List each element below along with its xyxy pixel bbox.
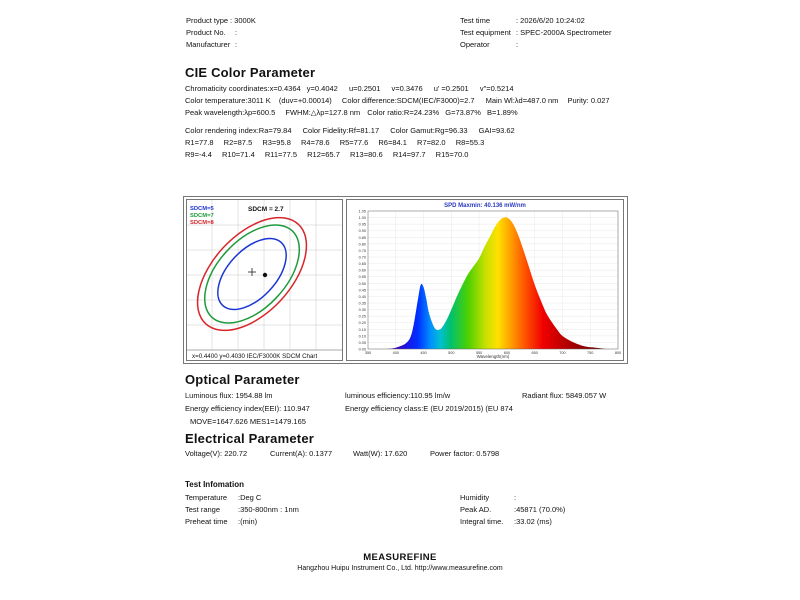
test-range-value: :350-800nm : 1nm bbox=[238, 505, 299, 514]
color-fidelity: Color Fidelity:Rf=81.17 bbox=[302, 126, 380, 135]
legend-sdcm-7: SDCM=7 bbox=[190, 213, 214, 219]
chromaticity-u-prime: u' =0.2501 bbox=[433, 84, 469, 93]
spd-y-tick-label: 0.15 bbox=[358, 327, 366, 332]
radiant-flux: Radiant flux: 5849.057 W bbox=[522, 391, 607, 400]
voltage: Voltage(V): 220.72 bbox=[185, 449, 248, 458]
fwhm: FWHM:△λp=127.8 nm bbox=[285, 108, 361, 117]
cie-section-title: CIE Color Parameter bbox=[185, 65, 316, 80]
power-factor: Power factor: 0.5798 bbox=[430, 449, 500, 458]
cie-line-5 bbox=[185, 138, 484, 148]
spd-x-tick-label: 750 bbox=[587, 351, 594, 355]
r5: R5=77.6 bbox=[339, 138, 369, 147]
color-ratio-b: B=1.89% bbox=[486, 108, 518, 117]
spd-y-tick-label: 0.40 bbox=[358, 294, 366, 299]
spd-y-tick-label: 1.05 bbox=[358, 209, 366, 214]
main-wavelength: Main Wl:λd=487.0 nm bbox=[485, 96, 559, 105]
r3: R3=95.8 bbox=[262, 138, 291, 147]
footer-company: Hangzhou Huipu Instrument Co., Ltd. http://www.measurefine.com bbox=[297, 565, 503, 572]
preheat-time-label: Preheat time bbox=[185, 517, 228, 526]
spd-title: SPD Maxmin: 40.136 mW/nm bbox=[444, 203, 526, 209]
chromaticity-x: Chromaticity coordinates:x=0.4364 bbox=[185, 84, 301, 93]
cie-line-1 bbox=[185, 84, 514, 94]
cie-line-2 bbox=[185, 96, 610, 106]
test-time-value: : 2026/6/20 10:24:02 bbox=[516, 16, 585, 25]
r9: R9=-4.4 bbox=[185, 150, 212, 159]
r11: R11=77.5 bbox=[264, 150, 298, 159]
spd-y-tick-label: 0.35 bbox=[358, 301, 366, 306]
r14: R14=97.7 bbox=[392, 150, 426, 159]
cie-line-6 bbox=[185, 150, 468, 160]
peak-ad-value: :45871 (70.0%) bbox=[514, 505, 566, 514]
chromaticity-v-prime: v"=0.5214 bbox=[479, 84, 514, 93]
r10: R10=71.4 bbox=[222, 150, 255, 159]
spd-y-tick-label: 0.55 bbox=[358, 275, 366, 280]
temperature-value: :Deg C bbox=[238, 493, 262, 502]
test-time-label: Test time bbox=[460, 16, 491, 25]
spd-x-tick-label: 400 bbox=[392, 351, 399, 355]
product-type-value: : 3000K bbox=[230, 16, 256, 25]
r6: R6=84.1 bbox=[378, 138, 407, 147]
spd-y-tick-label: 0.10 bbox=[358, 334, 366, 339]
spd-y-tick-label: 0.80 bbox=[358, 242, 366, 247]
spd-y-tick-label: 0.75 bbox=[358, 248, 366, 253]
spd-y-tick-label: 0.85 bbox=[358, 235, 366, 240]
spd-y-tick-label: 0.70 bbox=[358, 255, 366, 260]
sdcm-chart bbox=[186, 199, 343, 361]
spd-y-tick-label: 0.90 bbox=[358, 229, 366, 234]
spd-x-tick-label: 650 bbox=[531, 351, 538, 355]
spd-x-tick-label: 800 bbox=[614, 351, 622, 355]
color-ratio-r: Color ratio:R=24.23% bbox=[367, 108, 440, 117]
optical-section-title: Optical Parameter bbox=[185, 372, 300, 387]
spd-y-tick-label: 0.00 bbox=[358, 347, 366, 352]
current: Current(A): 0.1377 bbox=[270, 449, 333, 458]
spd-x-tick-label: 700 bbox=[559, 351, 566, 355]
operator-label: Operator bbox=[460, 40, 490, 49]
spd-y-tick-label: 1.00 bbox=[358, 216, 366, 221]
product-type-label: Product type bbox=[186, 16, 229, 25]
spd-x-tick-label: 500 bbox=[448, 351, 455, 355]
manufacturer-label: Manufacturer bbox=[186, 40, 231, 49]
spd-x-label: Wavelength(nm) bbox=[476, 354, 510, 359]
spd-y-tick-label: 0.50 bbox=[358, 281, 366, 286]
spd-chart bbox=[346, 199, 624, 361]
move-mes1: MOVE=1647.626 MES1=1479.165 bbox=[190, 417, 306, 426]
gai: GAI=93.62 bbox=[478, 126, 515, 135]
r13: R13=80.6 bbox=[349, 150, 383, 159]
luminous-efficiency: luminous efficiency:110.95 lm/w bbox=[345, 391, 451, 400]
spd-x-tick-label: 450 bbox=[420, 351, 427, 355]
preheat-time-value: :(min) bbox=[238, 517, 258, 526]
spd-x-tick-label: 350 bbox=[364, 351, 372, 355]
footer-brand: MEASUREFINE bbox=[363, 552, 437, 563]
r12: R12=65.7 bbox=[307, 150, 340, 159]
chromaticity-y: y=0.4042 bbox=[306, 84, 338, 93]
color-gamut: Color Gamut:Rg=96.33 bbox=[390, 126, 468, 135]
spd-y-tick-label: 0.65 bbox=[358, 262, 366, 267]
humidity-value: : bbox=[514, 493, 517, 502]
spd-y-tick-label: 0.05 bbox=[358, 340, 366, 345]
color-rendering-index: Color rendering index:Ra=79.84 bbox=[185, 126, 292, 135]
operator-value: : bbox=[516, 40, 519, 49]
spd-y-tick-label: 0.25 bbox=[358, 314, 366, 319]
r15: R15=70.0 bbox=[435, 150, 469, 159]
duv: (duv=+0.00014) bbox=[278, 96, 332, 105]
r2: R2=87.5 bbox=[223, 138, 253, 147]
spd-y-tick-label: 0.45 bbox=[358, 288, 366, 293]
integral-time-value: :33.02 (ms) bbox=[514, 517, 552, 526]
manufacturer-value: : bbox=[235, 40, 238, 49]
cie-line-4 bbox=[185, 126, 515, 136]
spd-x-tick-label: 600 bbox=[503, 351, 511, 355]
test-info-title: Test Infomation bbox=[185, 480, 244, 489]
r1: R1=77.8 bbox=[185, 138, 214, 147]
legend-sdcm-8: SDCM=8 bbox=[190, 220, 214, 226]
luminous-flux: Luminous flux: 1954.88 lm bbox=[185, 391, 273, 400]
energy-efficiency-class: Energy efficiency class:E (EU 2019/2015) (EU 874 bbox=[345, 404, 513, 413]
spd-y-tick-label: 0.20 bbox=[358, 321, 366, 326]
temperature-label: Temperature bbox=[185, 493, 228, 502]
color-temperature: Color temperature:3011 K bbox=[185, 96, 271, 105]
humidity-label: Humidity bbox=[460, 493, 490, 502]
spd-y-tick-label: 0.30 bbox=[358, 308, 366, 313]
spd-y-tick-label: 0.95 bbox=[358, 222, 366, 227]
chromaticity-v: v=0.3476 bbox=[391, 84, 423, 93]
chromaticity-u: u=0.2501 bbox=[348, 84, 381, 93]
product-no-label: Product No. bbox=[186, 28, 226, 37]
peak-wavelength: Peak wavelength:λp=600.5 bbox=[185, 108, 276, 117]
energy-efficiency-index: Energy efficiency index(EEI): 110.947 bbox=[185, 404, 310, 413]
r7: R7=82.0 bbox=[417, 138, 446, 147]
r4: R4=78.6 bbox=[301, 138, 330, 147]
test-range-label: Test range bbox=[185, 505, 221, 514]
color-ratio-g: G=73.87% bbox=[445, 108, 481, 117]
r8: R8=55.3 bbox=[455, 138, 485, 147]
measured-point bbox=[263, 273, 267, 277]
color-difference: Color difference:SDCM(IEC/F3000)=2.7 bbox=[341, 96, 475, 105]
cie-line-3 bbox=[185, 108, 518, 118]
test-equipment-label: Test equipment bbox=[460, 28, 511, 37]
spd-x-tick-label: 550 bbox=[475, 351, 483, 355]
legend-sdcm-5: SDCM=5 bbox=[190, 206, 214, 212]
spd-y-tick-label: 0.60 bbox=[358, 268, 366, 273]
peak-ad-label: Peak AD. bbox=[460, 505, 492, 514]
test-equipment-value: : SPEC-2000A Spectrometer bbox=[516, 28, 612, 37]
purity: Purity: 0.027 bbox=[567, 96, 610, 105]
watt: Watt(W): 17.620 bbox=[353, 449, 408, 458]
sdcm-value-label: SDCM = 2.7 bbox=[248, 206, 284, 213]
sdcm-footer: x=0.4400 y=0.4030 IEC/F3000K SDCM Chart bbox=[192, 353, 318, 360]
integral-time-label: Integral time. bbox=[460, 517, 504, 526]
electrical-section-title: Electrical Parameter bbox=[185, 431, 315, 446]
product-no-value: : bbox=[235, 28, 238, 37]
